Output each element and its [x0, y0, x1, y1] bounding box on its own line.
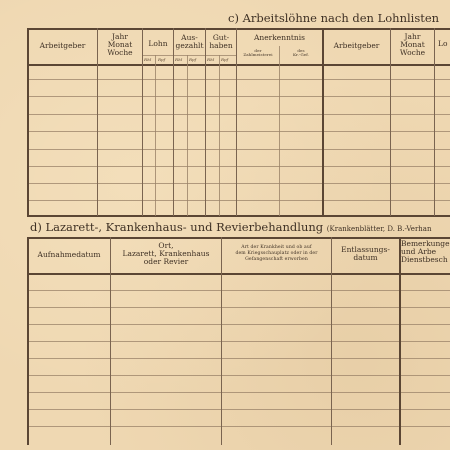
header-jahr-monat-woche-2: Jahr Monat Woche — [399, 32, 426, 57]
section-c-title: c) Arbeitslöhne nach den Lohnlisten — [228, 11, 440, 25]
section-d-row-line — [27, 307, 450, 308]
section-c-col-line — [219, 55, 220, 216]
section-c-row-line — [27, 79, 450, 80]
header-guthaben: Gut- haben — [209, 33, 233, 50]
section-d-col-line — [110, 237, 111, 445]
header-ausgezahlt: Aus- gezahlt — [175, 33, 204, 50]
section-c-col-line — [279, 46, 280, 216]
section-c-row-line — [27, 166, 450, 167]
section-d-title-note: (Krankenblätter, D. B.-Verhan — [326, 225, 432, 233]
section-c-top-border — [27, 28, 450, 30]
header-lohn-2: Lo — [438, 39, 448, 48]
section-d-row-line — [27, 426, 450, 427]
header-bemerkungen: Bemerkunge und Arbe Dienstbesch — [401, 239, 450, 264]
section-d-col-line — [221, 237, 222, 445]
header-krankheit: Art der Krankheit und ob auf dem Kriegsschauplatz oder in der Gefangenschaft erworben — [235, 245, 318, 263]
unit-rm-gut: RM — [207, 57, 215, 62]
section-c-bottom-border — [27, 215, 450, 217]
section-c-col-line — [173, 28, 174, 216]
section-c-row-line — [27, 183, 450, 184]
section-d-row-line — [27, 324, 450, 325]
header-anerkenntnis-des: des Kr.-Gef. — [292, 48, 310, 58]
section-c-left-border — [27, 28, 29, 216]
section-d-top-border — [27, 237, 450, 239]
section-c-header-border — [27, 64, 450, 66]
unit-rpf-lohn: Rpf — [158, 57, 166, 62]
section-d-row-line — [27, 392, 450, 393]
section-d-row-line — [27, 409, 450, 410]
section-c-col-line — [187, 55, 188, 216]
header-entlassungsdatum: Entlassungs- datum — [341, 245, 390, 262]
section-c-col-line — [434, 28, 435, 216]
section-d-header-border — [27, 273, 450, 275]
section-c-col-line — [142, 28, 143, 216]
section-c-row-line — [27, 200, 450, 201]
section-d-left-border — [27, 237, 29, 445]
header-ort: Ort, Lazarett, Krankenhaus oder Revier — [122, 241, 210, 266]
header-anerkenntnis-der: der Zahlmeisterei — [243, 48, 273, 58]
section-d-row-line — [27, 290, 450, 291]
header-lohn: Lohn — [148, 39, 168, 48]
header-arbeitgeber: Arbeitgeber — [39, 41, 86, 50]
unit-rm-lohn: RM — [144, 57, 152, 62]
header-aufnahmedatum: Aufnahmedatum — [37, 250, 101, 259]
section-d-title — [30, 220, 431, 234]
section-d-title-main: d) Lazarett-, Krankenhaus- und Revierbehandlung — [30, 220, 324, 234]
section-d-col-line — [331, 237, 332, 445]
section-d-row-line — [27, 341, 450, 342]
section-c-row-line — [27, 114, 450, 115]
unit-rpf-gut: Rpf — [221, 57, 229, 62]
header-jahr-monat-woche: Jahr Monat Woche — [107, 32, 133, 57]
section-c-col-line — [155, 55, 156, 216]
unit-rm-aus: RM — [175, 57, 183, 62]
header-anerkenntnis: Anerkenntnis — [253, 33, 305, 42]
section-d-row-line — [27, 375, 450, 376]
section-d-row-line — [27, 358, 450, 359]
section-c-col-line — [205, 28, 206, 216]
header-arbeitgeber-2: Arbeitgeber — [333, 41, 380, 50]
section-d-col-line — [399, 237, 401, 445]
section-c-row-line — [27, 96, 450, 97]
section-c-row-line — [27, 149, 450, 150]
unit-rpf-aus: Rpf — [189, 57, 197, 62]
section-c-unit-split — [142, 55, 236, 56]
section-c-col-line — [322, 28, 324, 216]
section-c-row-line — [27, 131, 450, 132]
